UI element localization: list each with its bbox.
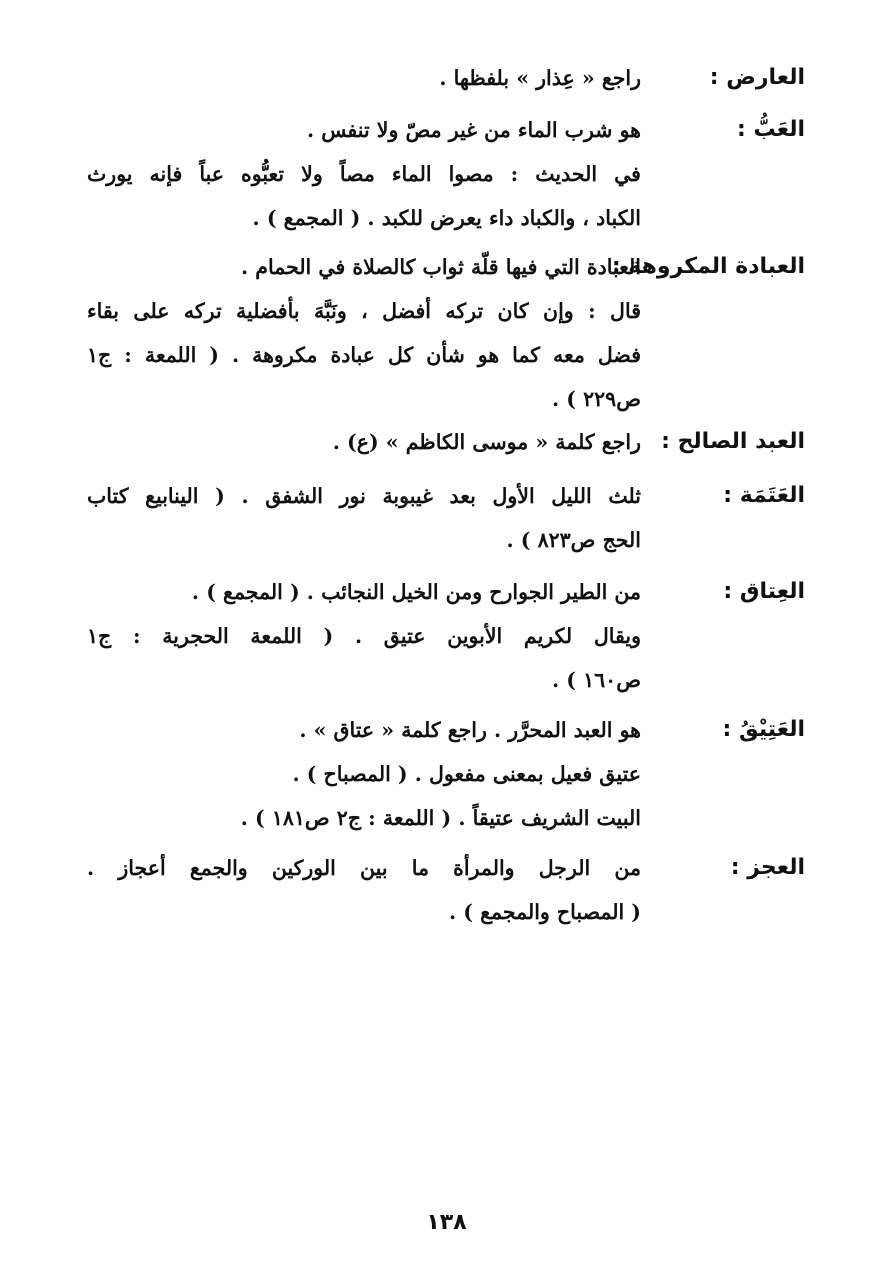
page-number: ١٣٨	[426, 1210, 467, 1235]
definition-line: قال : وإن كان تركه أفضل ، ونَبَّهَ بأفضلية تركه على بقاء	[87, 299, 641, 323]
entry-al-ibada-al-makruha	[87, 245, 805, 421]
definition-line: في الحديث : مصوا الماء مصاً ولا تعبُّوه عباً فإنه يورث	[87, 162, 641, 186]
definition-line: راجع كلمة « موسى الكاظم » (ع) .	[332, 430, 641, 454]
entry-term: العَتِيْقُ :	[722, 717, 805, 742]
definition-line: من الرجل والمرأة ما بين الوركين والجمع أعجاز .	[87, 856, 641, 880]
entry-term: العبادة المكروهة :	[611, 254, 805, 279]
definition-line: عتيق فعيل بمعنى مفعول . ( المصباح ) .	[292, 762, 641, 786]
definition-line: ثلث الليل الأول بعد غيبوبة نور الشفق . ( الينابيع كتاب	[87, 484, 641, 508]
entry-al-abb	[87, 108, 805, 240]
definition-line: العبادة التي فيها قلّة ثواب كالصلاة في الحمام .	[241, 255, 641, 279]
entry-al-itaq	[87, 570, 805, 702]
entry-term: العجز :	[730, 855, 805, 880]
definition-line: ويقال لكريم الأبوين عتيق . ( اللمعة الحجرية : ج١	[87, 624, 641, 648]
definition-line: من الطير الجوارح ومن الخيل النجائب . ( المجمع ) .	[191, 580, 641, 604]
entry-definition	[87, 570, 641, 702]
definition-line: الحج ص٨٢٣ ) .	[506, 528, 641, 552]
entry-definition	[87, 708, 641, 840]
entry-definition	[87, 245, 641, 421]
entry-term: العِتاق :	[723, 579, 805, 604]
definition-line: ص١٦٠ ) .	[552, 668, 641, 692]
entry-al-atiq	[87, 708, 805, 840]
definition-line: ( المصباح والمجمع ) .	[448, 900, 641, 924]
definition-line: ص٢٢٩ ) .	[552, 387, 641, 411]
entry-al-abd-al-salih	[87, 420, 805, 464]
definition-line: الكباد ، والكباد داء يعرض للكبد . ( المجمع ) .	[252, 206, 641, 230]
definition-line: هو شرب الماء من غير مصّ ولا تنفس .	[307, 118, 641, 142]
definition-line: البيت الشريف عتيقاً . ( اللمعة : ج٢ ص١٨١ ) .	[240, 806, 641, 830]
entry-definition	[87, 474, 641, 562]
entry-definition	[87, 846, 641, 934]
entry-term: العَتَمَة :	[723, 483, 805, 508]
definition-line: فضل معه كما هو شأن كل عبادة مكروهة . ( اللمعة : ج١	[87, 343, 641, 367]
entry-definition	[87, 420, 641, 464]
entry-term: العارض :	[709, 65, 805, 90]
entry-al-atama	[87, 474, 805, 562]
entry-definition	[87, 108, 641, 240]
entry-definition	[87, 56, 641, 100]
entry-term: العَبُّ :	[737, 117, 805, 142]
definition-line: هو العبد المحرَّر . راجع كلمة « عتاق » .	[299, 718, 641, 742]
entry-al-arid	[87, 56, 805, 100]
entry-term: العبد الصالح :	[661, 429, 805, 454]
entry-al-ajz	[87, 846, 805, 934]
definition-line: راجع « عِذار » بلفظها .	[439, 66, 641, 90]
